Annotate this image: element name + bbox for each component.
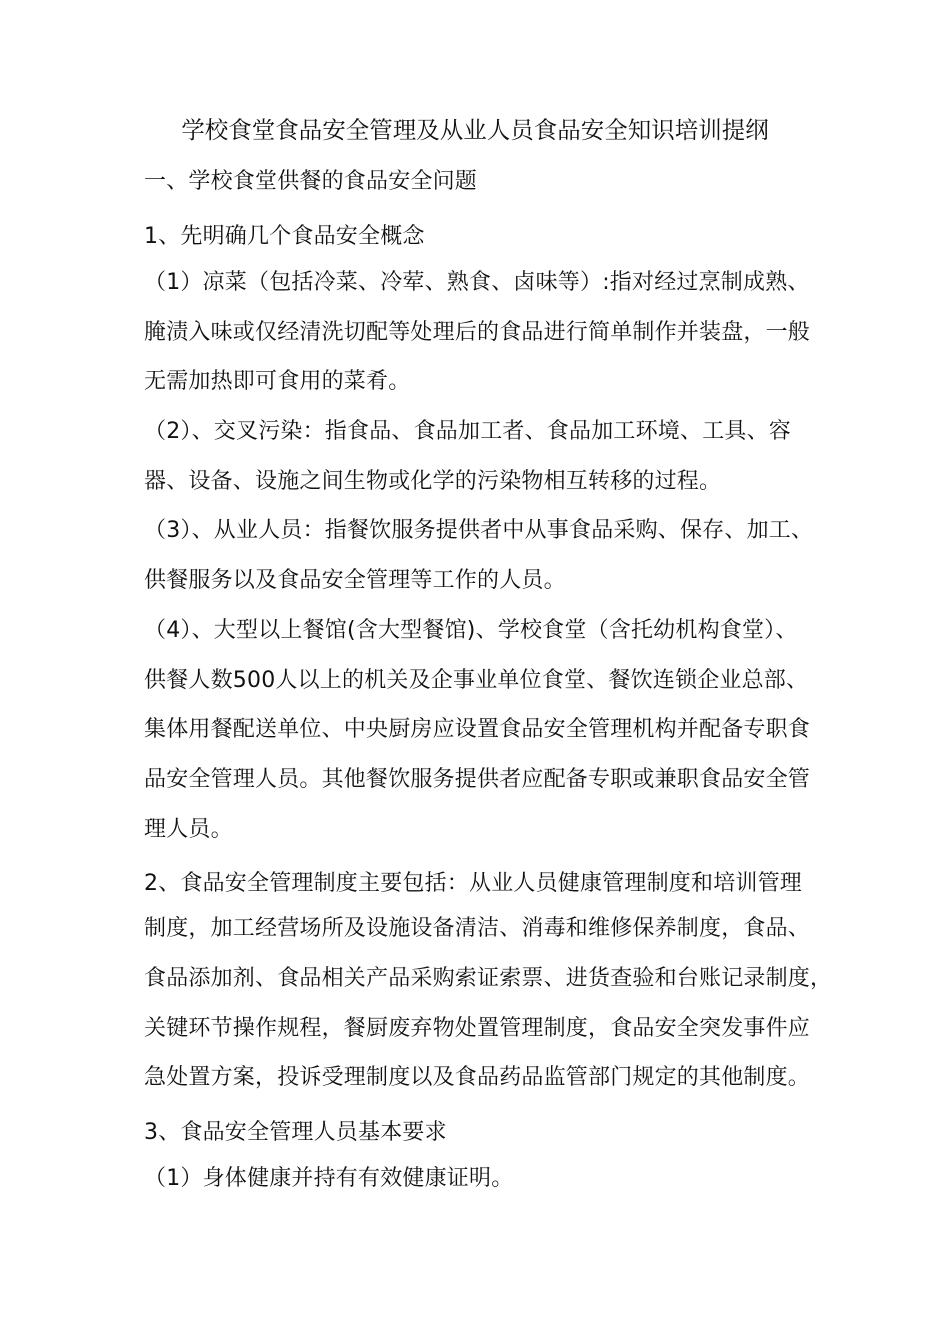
subsection-heading-3: 3、食品安全管理人员基本要求 (144, 1120, 447, 1145)
paragraph-line: 集体用餐配送单位、中央厨房应设置食品安全管理机构并配备专职食 (144, 717, 811, 742)
paragraph-line: （4）、大型以上餐馆(含大型餐馆)、学校食堂（含托幼机构食堂）、 (144, 618, 798, 643)
paragraph-line: 供餐人数500人以上的机关及企事业单位食堂、餐饮连锁企业总部、 (144, 668, 809, 693)
paragraph-line: 关键环节操作规程，餐厨废弃物处置管理制度，食品安全突发事件应 (144, 1016, 811, 1041)
paragraph-line: 器、设备、设施之间生物或化学的污染物相互转移的过程。 (144, 469, 722, 494)
paragraph-line: 食品添加剂、食品相关产品采购索证索票、进货查验和台账记录制度， (144, 966, 833, 991)
paragraph-line: 理人员。 (144, 817, 233, 842)
subsection-heading-1: 1、先明确几个食品安全概念 (144, 224, 425, 249)
paragraph-line: 腌渍入味或仅经清洗切配等处理后的食品进行简单制作并装盘，一般 (144, 320, 811, 345)
paragraph-line: （1）凉菜（包括冷菜、冷荤、熟食、卤味等）:指对经过烹制成熟、 (144, 270, 810, 295)
paragraph-line: （1）身体健康并持有有效健康证明。 (144, 1166, 514, 1191)
paragraph-line: （3）、从业人员：指餐饮服务提供者中从事食品采购、保存、加工、 (144, 518, 814, 543)
paragraph-line: 制度，加工经营场所及设施设备清洁、消毒和维修保养制度，食品、 (144, 916, 811, 941)
document-title: 学校食堂食品安全管理及从业人员食品安全知识培训提纲 (181, 116, 769, 144)
section-heading-1: 一、学校食堂供餐的食品安全问题 (144, 169, 478, 194)
paragraph-line: （2）、交叉污染：指食品、食品加工者、食品加工环境、工具、容 (144, 419, 791, 444)
paragraph-line: 供餐服务以及食品安全管理等工作的人员。 (144, 568, 566, 593)
paragraph-line: 品安全管理人员。其他餐饮服务提供者应配备专职或兼职食品安全管 (144, 767, 811, 792)
paragraph-line: 无需加热即可食用的菜肴。 (144, 369, 411, 394)
paragraph-line: 2、食品安全管理制度主要包括：从业人员健康管理制度和培训管理 (144, 871, 802, 896)
paragraph-line: 急处置方案，投诉受理制度以及食品药品监管部门规定的其他制度。 (144, 1065, 811, 1090)
